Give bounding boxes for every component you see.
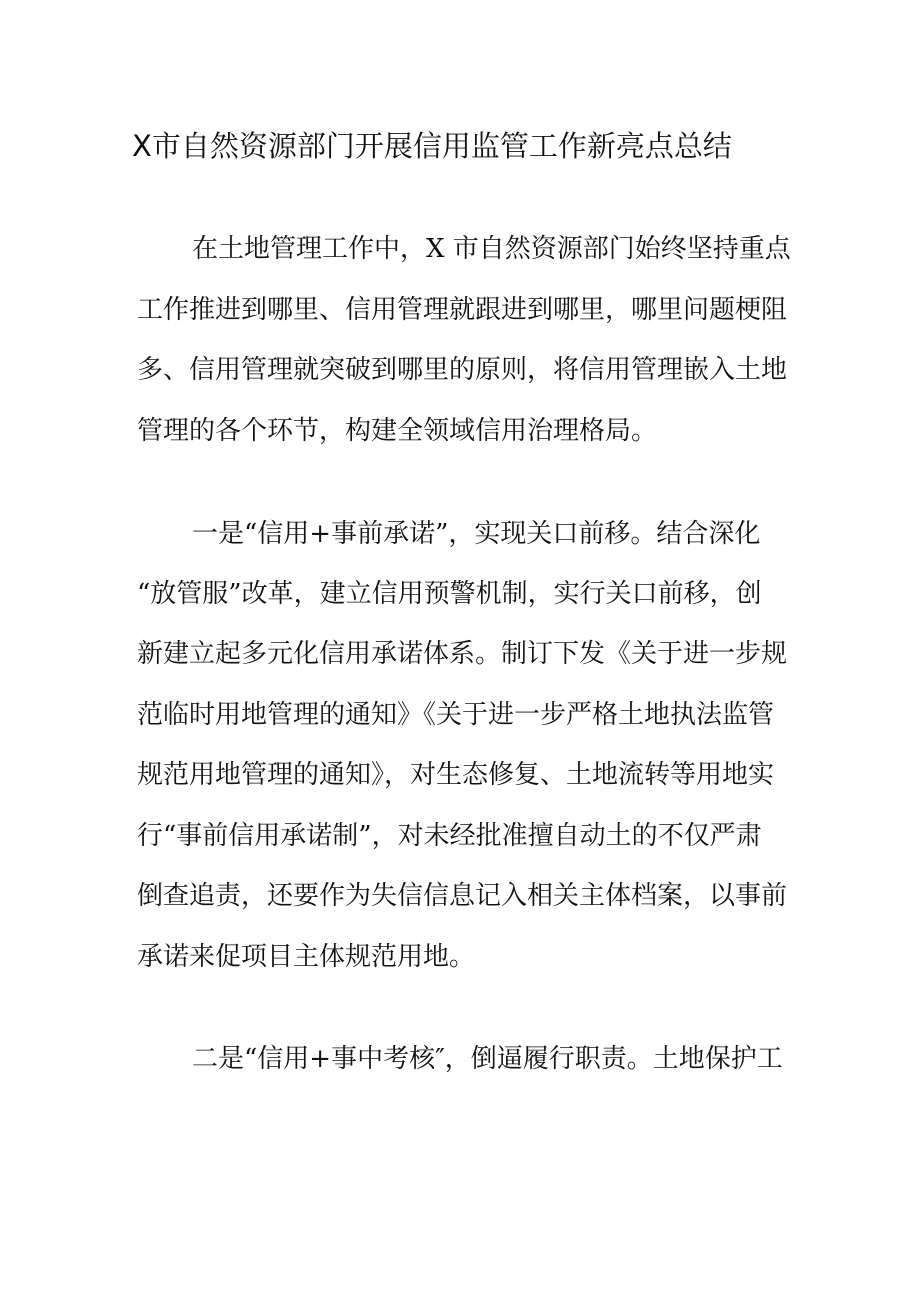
paragraph-1-line-4: 管理的各个环节，构建全领域信用治理格局。 [137,416,658,446]
paragraph-2-line-1: 一是“信用+事前承诺”，实现关口前移。结合深化 [192,519,761,549]
paragraph-2-line-8: 承诺来促项目主体规范用地。 [137,942,476,972]
paragraph-2-line-2: “放管服”改革，建立信用预警机制，实行关口前移，创 [137,579,762,609]
paragraph-1-line-2: 工作推进到哪里、信用管理就跟进到哪里，哪里问题梗阻 [137,295,788,325]
paragraph-2-line-6: 行“事前信用承诺制”，对未经批准擅自动土的不仅严肃 [137,821,762,851]
paragraph-2-line-3: 新建立起多元化信用承诺体系。制订下发《关于进一步规 [137,639,788,669]
document-title: X市自然资源部门开展信用监管工作新亮点总结 [132,129,732,163]
paragraph-2-line-7: 倒查追责，还要作为失信信息记入相关主体档案，以事前 [137,881,788,911]
paragraph-3-line-1: 二是“信用+事中考核″，倒逼履行职责。土地保护工 [192,1044,783,1074]
paragraph-1-line-3: 多、信用管理就突破到哪里的原则，将信用管理嵌入土地 [137,355,788,385]
paragraph-2-line-5: 规范用地管理的通知》，对生态修复、土地流转等用地实 [137,760,775,790]
paragraph-1-line-1: 在土地管理工作中，X 市自然资源部门始终坚持重点 [192,234,791,264]
paragraph-2-line-4: 范临时用地管理的通知》《关于进一步严格土地执法监管 [137,700,775,730]
